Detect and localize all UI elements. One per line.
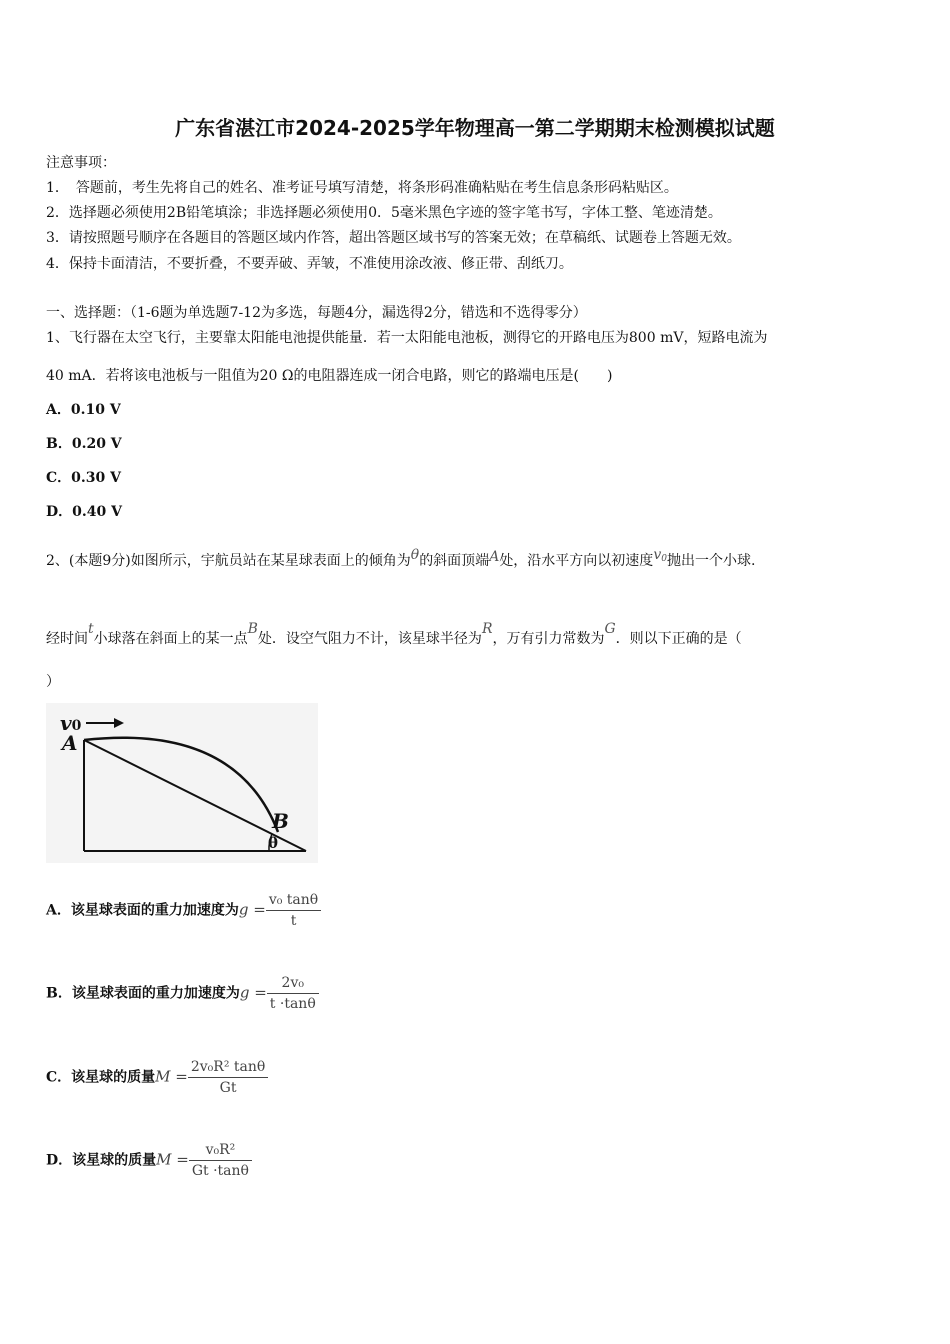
q2-stem-line1: 2、(本题9分)如图所示，宇航员站在某星球表面上的倾角为θ的斜面顶端A处，沿水平方向以初速度$v_0$抛出一个小球. <box>46 547 756 569</box>
notice-item-1: 1． 答题前，考生先将自己的姓名、准考证号填写清楚，将条形码准确粘贴在考生信息条形码粘贴区。 <box>46 180 678 196</box>
q1-stem-line2: 40 mA．若将该电池板与一阻值为20 Ω的电阻器连成一闭合电路，则它的路端电压是( ) <box>46 368 613 384</box>
q2-option-d: D．该星球的质量M = $\frac{\text{v₀R²}}{Gt \cdot\tan\theta}$ <box>46 1142 252 1179</box>
label-point-a: A <box>62 731 78 755</box>
notice-heading: 注意事项： <box>46 155 116 171</box>
q2-option-c: C．该星球的质量M = $\frac{\text{2v₀R² tanθ}}{Gt}$ <box>46 1059 268 1096</box>
formula-fraction: $\frac{\text{v₀ tanθ}}{t}$ <box>266 892 321 929</box>
formula-fraction: $\frac{\text{2v₀}}{t \cdot\tan\theta}$ <box>267 975 319 1012</box>
q2-option-b: B．该星球表面的重力加速度为g = $\frac{\text{2v₀}}{t \cdot\tan\theta}$ <box>46 975 319 1012</box>
q1-option-b: B．0.20 V <box>46 436 122 452</box>
label-v0: v0 <box>60 711 82 735</box>
q2-option-a: A．该星球表面的重力加速度为g = $\frac{\text{v₀ tanθ}}{t}$ <box>46 892 321 929</box>
q1-stem-line1: 1、飞行器在太空飞行，主要靠太阳能电池提供能量．若一太阳能电池板，测得它的开路电压为800 mV，短路电流为 <box>46 330 768 346</box>
label-point-b: B <box>272 809 289 833</box>
notice-item-2: 2．选择题必须使用2B铅笔填涂；非选择题必须使用0．5毫米黑色字迹的签字笔书写，字体工整、笔迹清楚。 <box>46 205 722 221</box>
section-heading: 一、选择题：（1-6题为单选题7-12为多选，每题4分，漏选得2分，错选和不选得零分） <box>46 305 587 321</box>
formula-fraction: $\frac{\text{2v₀R² tanθ}}{Gt}$ <box>188 1059 268 1096</box>
page-title: 广东省湛江市2024-2025学年物理高一第二学期期末检测模拟试题 <box>175 116 775 140</box>
label-theta: θ <box>268 834 279 852</box>
notice-item-4: 4．保持卡面清洁，不要折叠，不要弄破、弄皱，不准使用涂改液、修正带、刮纸刀。 <box>46 256 573 272</box>
q1-option-d: D．0.40 V <box>46 504 122 520</box>
q1-option-c: C．0.30 V <box>46 470 121 486</box>
q1-option-a: A．0.10 V <box>46 402 121 418</box>
notice-item-3: 3．请按照题号顺序在各题目的答题区域内作答，超出答题区域书写的答案无效；在草稿纸、试题卷上答题无效。 <box>46 230 741 246</box>
formula-fraction: $\frac{\text{v₀R²}}{Gt \cdot\tan\theta}$ <box>189 1142 252 1179</box>
q2-stem-line3: ） <box>46 674 60 690</box>
incline-figure <box>46 703 318 863</box>
q2-stem-line2: 经时间t小球落在斜面上的某一点B处．设空气阻力不计，该星球半径为R，万有引力常数为G．则以下正确的是（ <box>46 621 742 647</box>
